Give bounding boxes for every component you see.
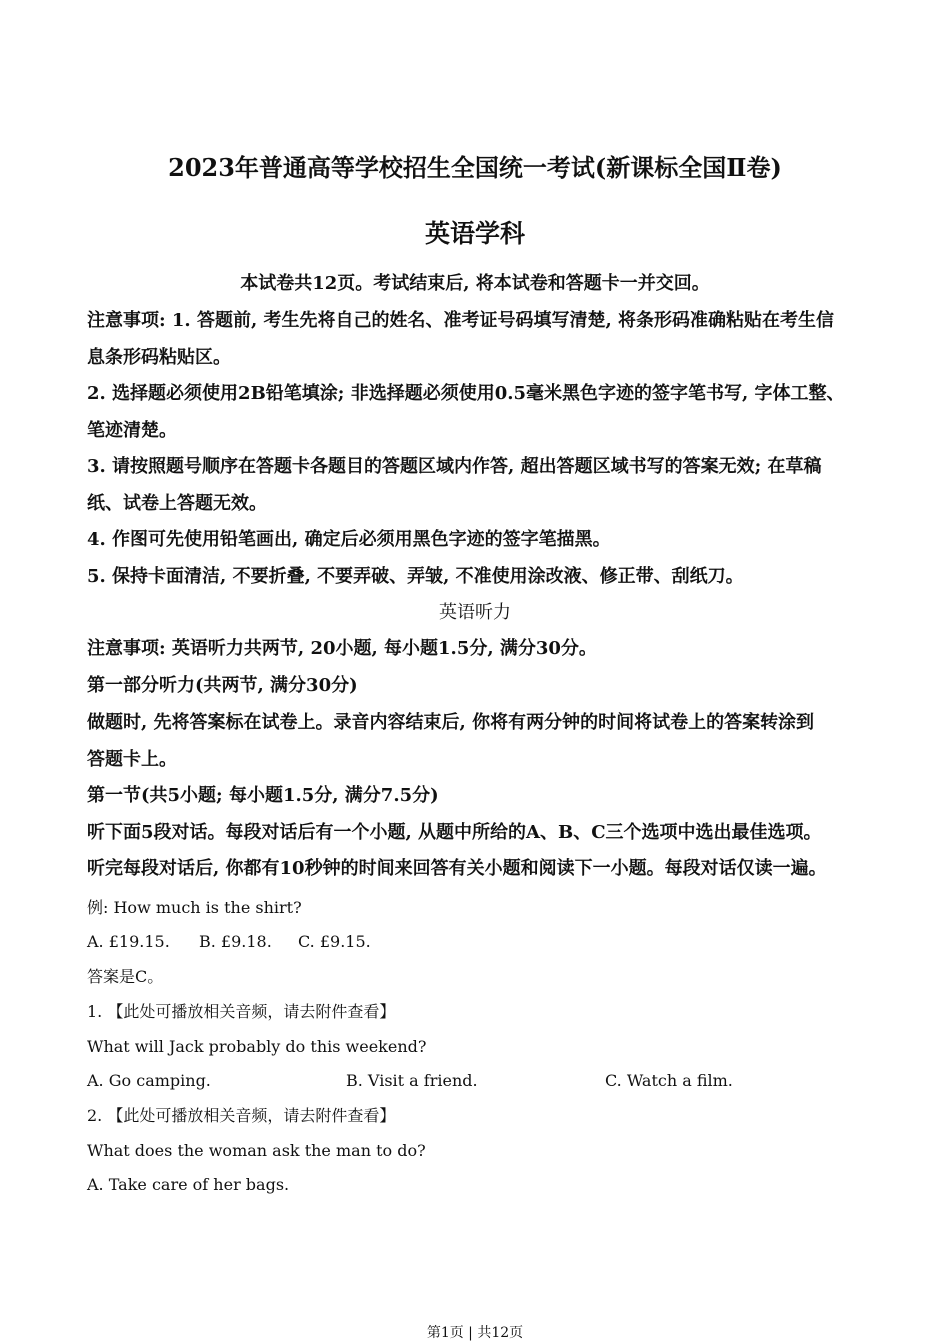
example-option-a: A. £19.15. xyxy=(87,932,170,951)
part1-instr-b: 答题卡上。 xyxy=(87,749,177,770)
page-footer: 第1页 | 共12页 xyxy=(426,1325,524,1341)
notice-2b: 笔迹清楚。 xyxy=(87,420,177,441)
section1-instr-b: 听完每段对话后, 你都有10秒钟的时间来回答有关小题和阅读下一小题。每段对话仅读一遍。 xyxy=(87,858,827,879)
example-options xyxy=(87,930,887,954)
part1-heading: 第一部分听力(共两节, 满分30分) xyxy=(87,675,358,696)
subject-title: 英语学科 xyxy=(424,219,525,248)
exam-title: 2023年普通高等学校招生全国统一考试(新课标全国Ⅱ卷) xyxy=(168,153,782,182)
q1-option-c: C. Watch a film. xyxy=(605,1071,733,1090)
notice-1b: 息条形码粘贴区。 xyxy=(87,347,231,368)
intro-text: 本试卷共12页。考试结束后, 将本试卷和答题卡一并交回。 xyxy=(240,273,710,294)
q2-audio-note: 2. 【此处可播放相关音频，请去附件查看】 xyxy=(87,1106,396,1125)
q2-option-a: A. Take care of her bags. xyxy=(87,1175,290,1194)
example-option-c: C. £9.15. xyxy=(298,932,371,951)
q1-option-a: A. Go camping. xyxy=(87,1071,211,1090)
notice-4: 4. 作图可先使用铅笔画出, 确定后必须用黑色字迹的签字笔描黑。 xyxy=(87,529,611,550)
notice-2a: 2. 选择题必须使用2B铅笔填涂; 非选择题必须使用0.5毫米黑色字迹的签字笔书写, 字体工整、 xyxy=(87,383,845,404)
notice-3a: 3. 请按照题号顺序在答题卡各题目的答题区域内作答, 超出答题区域书写的答案无效; 在草稿 xyxy=(87,456,822,477)
q1-question: What will Jack probably do this weekend? xyxy=(87,1037,427,1056)
section1-instr-a: 听下面5段对话。每段对话后有一个小题, 从题中所给的A、B、C三个选项中选出最佳选项。 xyxy=(87,822,822,843)
example-question: 例: How much is the shirt? xyxy=(87,898,302,917)
listening-heading: 英语听力 xyxy=(439,602,511,623)
q1-option-b: B. Visit a friend. xyxy=(346,1071,478,1090)
example-answer: 答案是C。 xyxy=(87,967,164,986)
example-option-b: B. £9.18. xyxy=(199,932,272,951)
notice-3b: 纸、试卷上答题无效。 xyxy=(87,493,267,514)
q2-question: What does the woman ask the man to do? xyxy=(87,1141,426,1160)
listening-notice: 注意事项: 英语听力共两节, 20小题, 每小题1.5分, 满分30分。 xyxy=(87,638,597,659)
q1-options xyxy=(87,1069,887,1093)
q1-audio-note: 1. 【此处可播放相关音频，请去附件查看】 xyxy=(87,1002,396,1021)
notice-5: 5. 保持卡面清洁, 不要折叠, 不要弄破、弄皱, 不准使用涂改液、修正带、刮纸刀。 xyxy=(87,566,744,587)
part1-instr-a: 做题时, 先将答案标在试卷上。录音内容结束后, 你将有两分钟的时间将试卷上的答案转涂到 xyxy=(87,712,815,733)
section1-heading: 第一节(共5小题; 每小题1.5分, 满分7.5分) xyxy=(87,785,439,806)
notice-1a: 注意事项: 1. 答题前, 考生先将自己的姓名、准考证号码填写清楚, 将条形码准确粘贴在考生信 xyxy=(87,310,835,331)
